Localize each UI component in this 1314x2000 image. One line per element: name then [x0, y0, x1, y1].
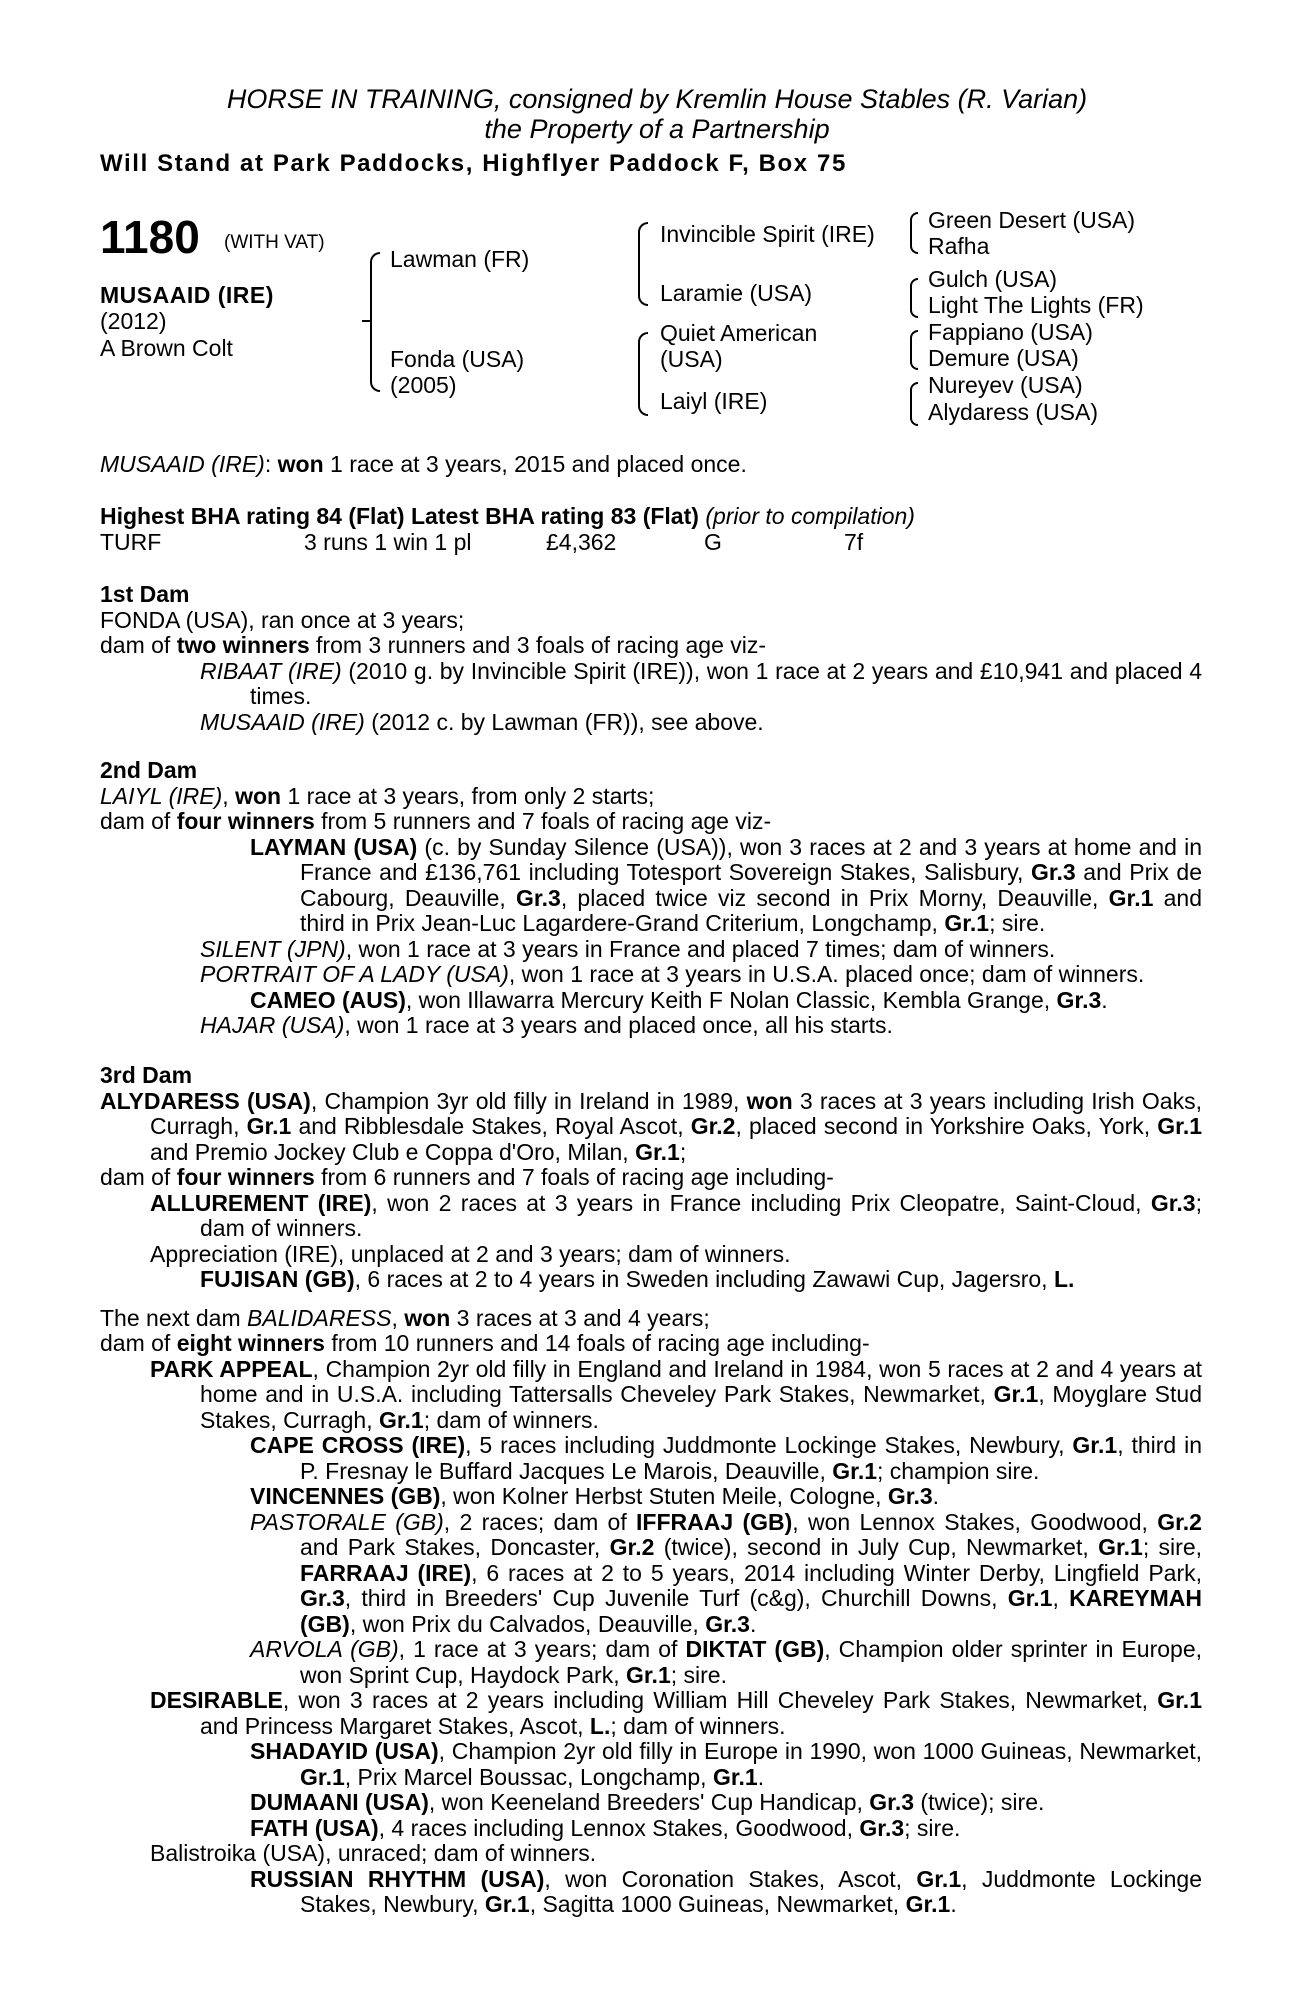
first-dam-section: 1st Dam FONDA (USA), ran once at 3 years; dam of two winners from 3 runners and 3 foals of racing age viz- RIBAAT (IRE) (2010 g. by Invincible Spirit (IRE)), won 1 race at 2 years and £10,941 and placed 4 times. MUSAAID (IRE) (2012 c. by Lawman (FR)), see above.	[100, 581, 1203, 735]
pedigree-bracket-sire	[638, 222, 648, 306]
turf-going: G	[704, 528, 722, 555]
pedigree-sire-sire: Invincible Spirit (IRE)	[660, 221, 875, 247]
lot-number: 1180	[100, 211, 200, 263]
pedigree-bracket-sd	[910, 278, 918, 318]
horse-year: (2012)	[100, 308, 167, 334]
pedigree-bracket-gen1-tick	[362, 320, 370, 322]
pedigree-gen3-3: Gulch (USA)	[928, 266, 1058, 292]
vat-note: (WITH VAT)	[224, 232, 325, 253]
pedigree-bracket-dam	[638, 332, 648, 416]
turf-record-row	[100, 530, 1202, 556]
turf-distance: 7f	[844, 528, 864, 555]
pedigree-gen3-4: Light The Lights (FR)	[928, 292, 1144, 318]
summary-name: MUSAAID (IRE)	[100, 451, 265, 477]
consignor-line: HORSE IN TRAINING, consigned by Kremlin House Stables (R. Varian)	[226, 84, 1088, 114]
second-dam-section: 2nd Dam LAIYL (IRE), won 1 race at 3 years, from only 2 starts; dam of four winners from 5 runners and 7 foals of racing age viz- LAYMAN (USA) (c. by Sunday Silence (USA)), won 3 races at 2 and 3 years at home and in France and £136,761 including Totesport Sovereign Stakes, Salisbury, Gr.3 and Prix de Cabourg, Deauville, Gr.3, placed twice viz second in Prix Morny, Deauville, Gr.1 and third in Prix Jean-Luc Lagardere-Grand Criterium, Longchamp, Gr.1; sire. SILENT (JPN), won 1 race at 3 years in France and placed 7 times; dam of winners. PORTRAIT OF A LADY (USA), won 1 race at 3 years in U.S.A. placed once; dam of winners. CAMEO (AUS), won Illawarra Mercury Keith F Nolan Classic, Kembla Grange, Gr.3. HAJAR (USA), won 1 race at 3 years and placed once, all his starts.	[100, 757, 1203, 1038]
stable-location-line: Will Stand at Park Paddocks, Highflyer Paddock F, Box 75	[100, 150, 847, 177]
third-dam-heading: 3rd Dam	[100, 1062, 193, 1088]
pedigree-bracket-dd	[910, 382, 918, 426]
pedigree-sire: Lawman (FR)	[390, 246, 530, 272]
pedigree-gen3-8: Alydaress (USA)	[928, 399, 1098, 425]
first-dam-heading: 1st Dam	[100, 581, 190, 607]
race-summary: MUSAAID (IRE): won 1 race at 3 years, 2015 and placed once.	[100, 451, 747, 477]
rating-text: Highest BHA rating 84 (Flat) Latest BHA rating 83 (Flat)	[100, 503, 699, 529]
pedigree-bracket-gen1	[370, 252, 380, 392]
pedigree-sire-dam: Laramie (USA)	[660, 280, 813, 306]
pedigree-dam: Fonda (USA)	[390, 346, 525, 372]
third-dam-section: 3rd Dam ALYDARESS (USA), Champion 3yr old filly in Ireland in 1989, won 3 races at 3 years including Irish Oaks, Curragh, Gr.1 and Ribblesdale Stakes, Royal Ascot, Gr.2, placed second in Yorkshire Oaks, York, Gr.1 and Premio Jockey Club e Coppa d'Oro, Milan, Gr.1; dam of four winners from 6 runners and 7 foals of racing age including- ALLUREMENT (IRE), won 2 races at 3 years in France including Prix Cleopatre, Saint-Cloud, Gr.3; dam of winners. Appreciation (IRE), unplaced at 2 and 3 years; dam of winners. FUJISAN (GB), 6 races at 2 to 4 years in Sweden including Zawawi Cup, Jagersro, L. The next dam BALIDARESS, won 3 races at 3 and 4 years; dam of eight winners from 10 runners and 14 foals of racing age including- PARK APPEAL, Champion 2yr old filly in England and Ireland in 1984, won 5 races at 2 and 4 years at home and in U.S.A. including Tattersalls Cheveley Park Stakes, Newmarket, Gr.1, Moyglare Stud Stakes, Curragh, Gr.1; dam of winners. CAPE CROSS (IRE), 5 races including Juddmonte Lockinge Stakes, Newbury, Gr.1, third in P. Fresnay le Buffard Jacques Le Marois, Deauville, Gr.1; champion sire. VINCENNES (GB), won Kolner Herbst Stuten Meile, Cologne, Gr.3. PASTORALE (GB), 2 races; dam of IFFRAAJ (GB), won Lennox Stakes, Goodwood, Gr.2 and Park Stakes, Doncaster, Gr.2 (twice), second in July Cup, Newmarket, Gr.1; sire, FARRAAJ (IRE), 6 races at 2 to 5 years, 2014 including Winter Derby, Lingfield Park, Gr.3, third in Breeders' Cup Juvenile Turf (c&g), Churchill Downs, Gr.1, KAREYMAH (GB), won Prix du Calvados, Deauville, Gr.3. ARVOLA (GB), 1 race at 3 years; dam of DIKTAT (GB), Champion older sprinter in Europe, won Sprint Cup, Haydock Park, Gr.1; sire. DESIRABLE, won 3 races at 2 years including William Hill Cheveley Park Stakes, Newmarket, Gr.1 and Princess Margaret Stakes, Ascot, L.; dam of winners. SHADAYID (USA), Champion 2yr old filly in Europe in 1990, won 1000 Guineas, Newmarket, Gr.1, Prix Marcel Boussac, Longchamp, Gr.1. DUMAANI (USA), won Keeneland Breeders' Cup Handicap, Gr.3 (twice); sire. FATH (USA), 4 races including Lennox Stakes, Goodwood, Gr.3; sire. Balistroika (USA), unraced; dam of winners. RUSSIAN RHYTHM (USA), won Coronation Stakes, Ascot, Gr.1, Juddmonte Lockinge Stakes, Newbury, Gr.1, Sagitta 1000 Guineas, Newmarket, Gr.1.	[100, 1062, 1203, 1917]
rating-note: (prior to compilation)	[705, 503, 915, 529]
pedigree-gen3-2: Rafha	[928, 233, 990, 259]
pedigree-gen3-7: Nureyev (USA)	[928, 372, 1083, 398]
pedigree-dam-dam: Laiyl (IRE)	[660, 388, 768, 414]
rating-block	[100, 504, 1202, 556]
pedigree-bracket-ss	[910, 212, 918, 254]
pedigree-dam-sire: Quiet American	[660, 320, 818, 346]
pedigree-dam-year: (2005)	[390, 372, 457, 398]
turf-record: 3 runs 1 win 1 pl	[304, 528, 472, 555]
property-line: the Property of a Partnership	[484, 114, 830, 144]
second-dam-heading: 2nd Dam	[100, 757, 198, 783]
pedigree-gen3-5: Fappiano (USA)	[928, 319, 1093, 345]
turf-surface: TURF	[100, 528, 162, 555]
horse-name: MUSAAID (IRE)	[100, 282, 274, 308]
pedigree-gen3-6: Demure (USA)	[928, 345, 1079, 371]
pedigree-dam-sire-origin: (USA)	[660, 346, 723, 372]
horse-description: A Brown Colt	[100, 335, 233, 361]
pedigree-bracket-ds	[910, 330, 918, 370]
turf-prize: £4,362	[546, 528, 617, 555]
pedigree-gen3-1: Green Desert (USA)	[928, 207, 1136, 233]
